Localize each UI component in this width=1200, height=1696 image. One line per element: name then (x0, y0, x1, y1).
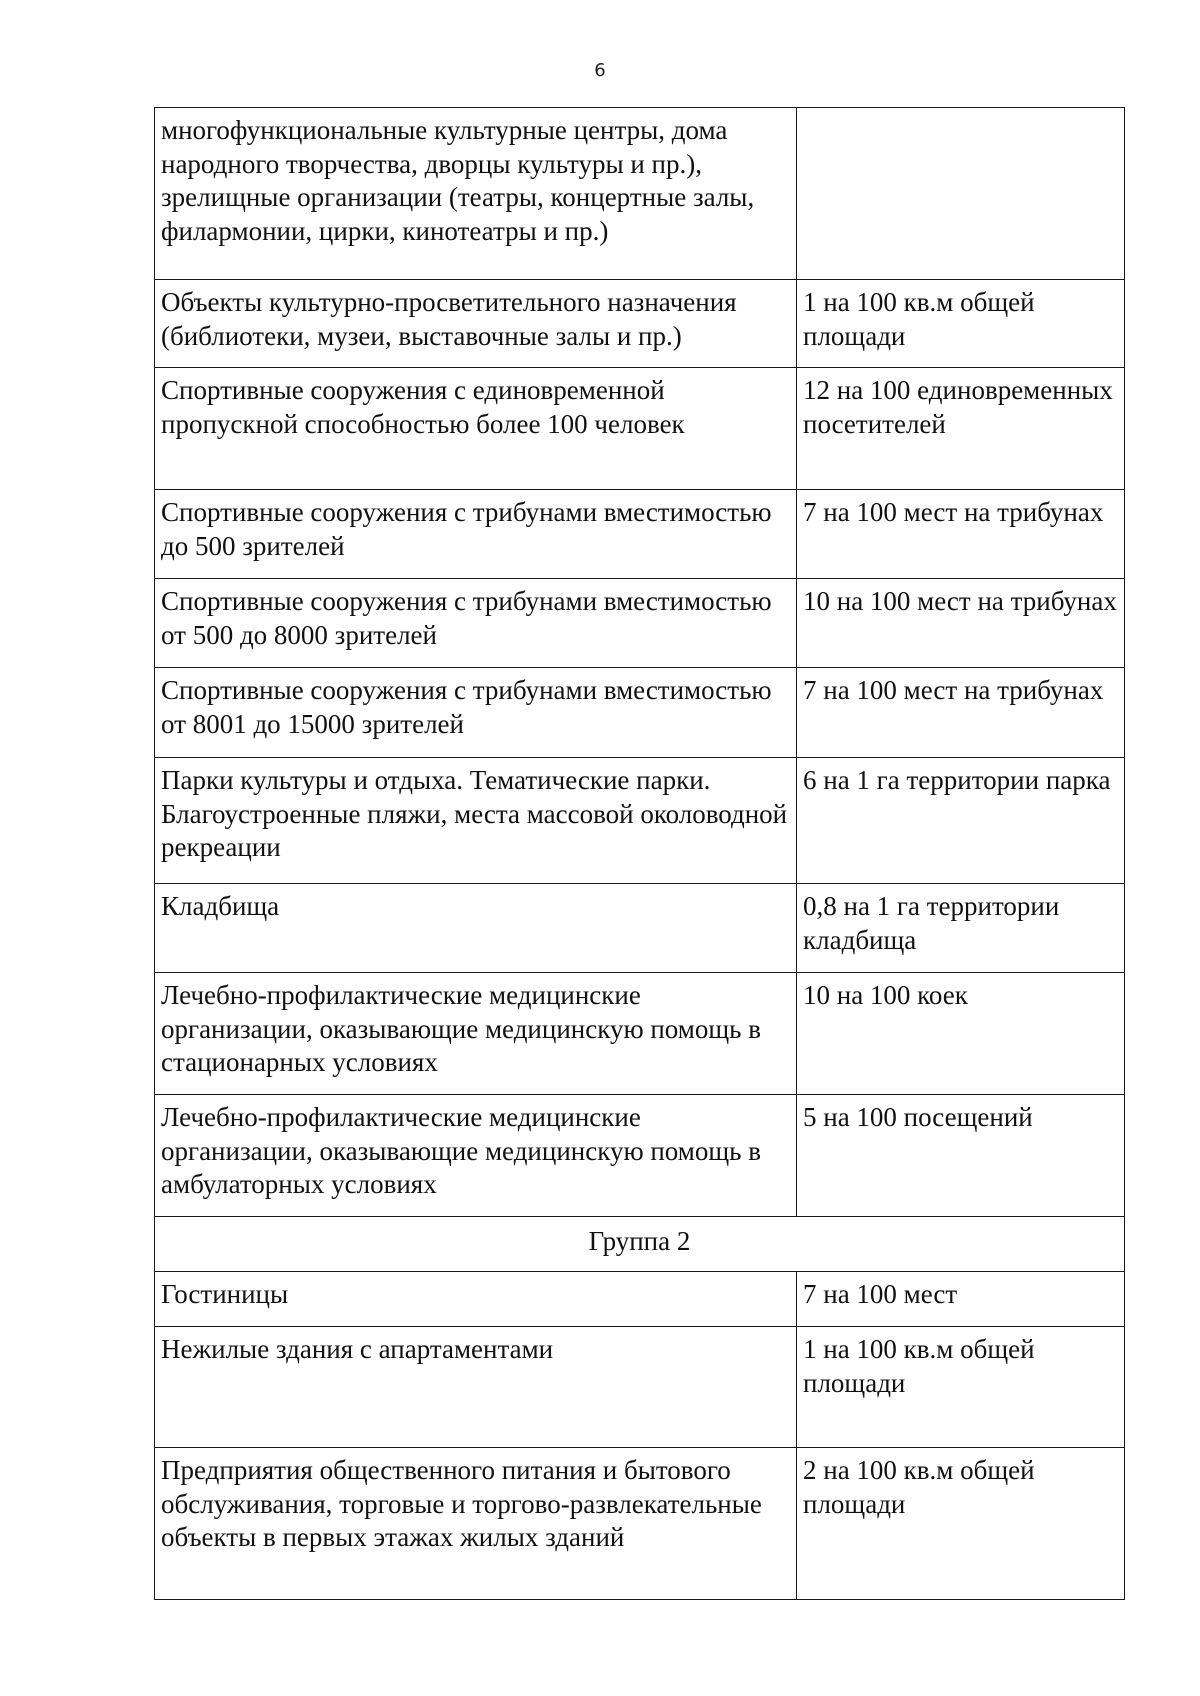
norm-cell: 5 на 100 посещений (797, 1095, 1125, 1217)
norm-cell: 7 на 100 мест на трибунах (797, 490, 1125, 579)
norm-cell: 7 на 100 мест (797, 1272, 1125, 1327)
object-cell: Лечебно-профилактические медицинские организации, оказывающие медицинскую помощь в амбулаторных условиях (155, 1095, 797, 1217)
table-row (155, 368, 1125, 490)
table-row (155, 280, 1125, 368)
norm-cell: 12 на 100 единовременных посетителей (797, 368, 1125, 490)
norm-cell: 10 на 100 мест на трибунах (797, 579, 1125, 668)
norm-cell: 2 на 100 кв.м общей площади (797, 1448, 1125, 1600)
object-cell: Спортивные сооружения с единовременной пропускной способностью более 100 человек (155, 368, 797, 490)
table-row (155, 490, 1125, 579)
table-row (155, 1327, 1125, 1448)
table-row (155, 1095, 1125, 1217)
group-title: Группа 2 (155, 1217, 1125, 1272)
table-row (155, 758, 1125, 884)
table-row (155, 884, 1125, 973)
norm-cell: 6 на 1 га территории парка (797, 758, 1125, 884)
norm-cell: 0,8 на 1 га территории кладбища (797, 884, 1125, 973)
table-row (155, 579, 1125, 668)
group-header-row (155, 1217, 1125, 1272)
object-cell: Лечебно-профилактические медицинские организации, оказывающие медицинскую помощь в стационарных условиях (155, 973, 797, 1095)
table-row (155, 973, 1125, 1095)
object-cell: Парки культуры и отдыха. Тематические парки. Благоустроенные пляжи, места массовой околоводной рекреации (155, 758, 797, 884)
object-cell: многофункциональные культурные центры, дома народного творчества, дворцы культуры и пр.), зрелищные организации (театры, концертные залы, филармонии, цирки, кинотеатры и пр.) (155, 108, 797, 280)
object-cell: Спортивные сооружения с трибунами вместимостью от 8001 до 15000 зрителей (155, 668, 797, 758)
object-cell: Спортивные сооружения с трибунами вместимостью от 500 до 8000 зрителей (155, 579, 797, 668)
object-cell: Объекты культурно-просветительного назначения (библиотеки, музеи, выставочные залы и пр.) (155, 280, 797, 368)
table-row (155, 108, 1125, 280)
norm-cell: 1 на 100 кв.м общей площади (797, 280, 1125, 368)
page-number: 6 (594, 60, 606, 81)
table-row (155, 1272, 1125, 1327)
object-cell: Спортивные сооружения с трибунами вместимостью до 500 зрителей (155, 490, 797, 579)
norm-cell (797, 108, 1125, 280)
norm-cell: 1 на 100 кв.м общей площади (797, 1327, 1125, 1448)
object-cell: Предприятия общественного питания и бытового обслуживания, торговые и торгово-развлекательные объекты в первых этажах жилых зданий (155, 1448, 797, 1600)
norm-cell: 10 на 100 коек (797, 973, 1125, 1095)
parking-norms-table (154, 107, 1125, 1600)
table-row (155, 1448, 1125, 1600)
object-cell: Нежилые здания с апартаментами (155, 1327, 797, 1448)
norm-cell: 7 на 100 мест на трибунах (797, 668, 1125, 758)
object-cell: Гостиницы (155, 1272, 797, 1327)
table-row (155, 668, 1125, 758)
object-cell: Кладбища (155, 884, 797, 973)
